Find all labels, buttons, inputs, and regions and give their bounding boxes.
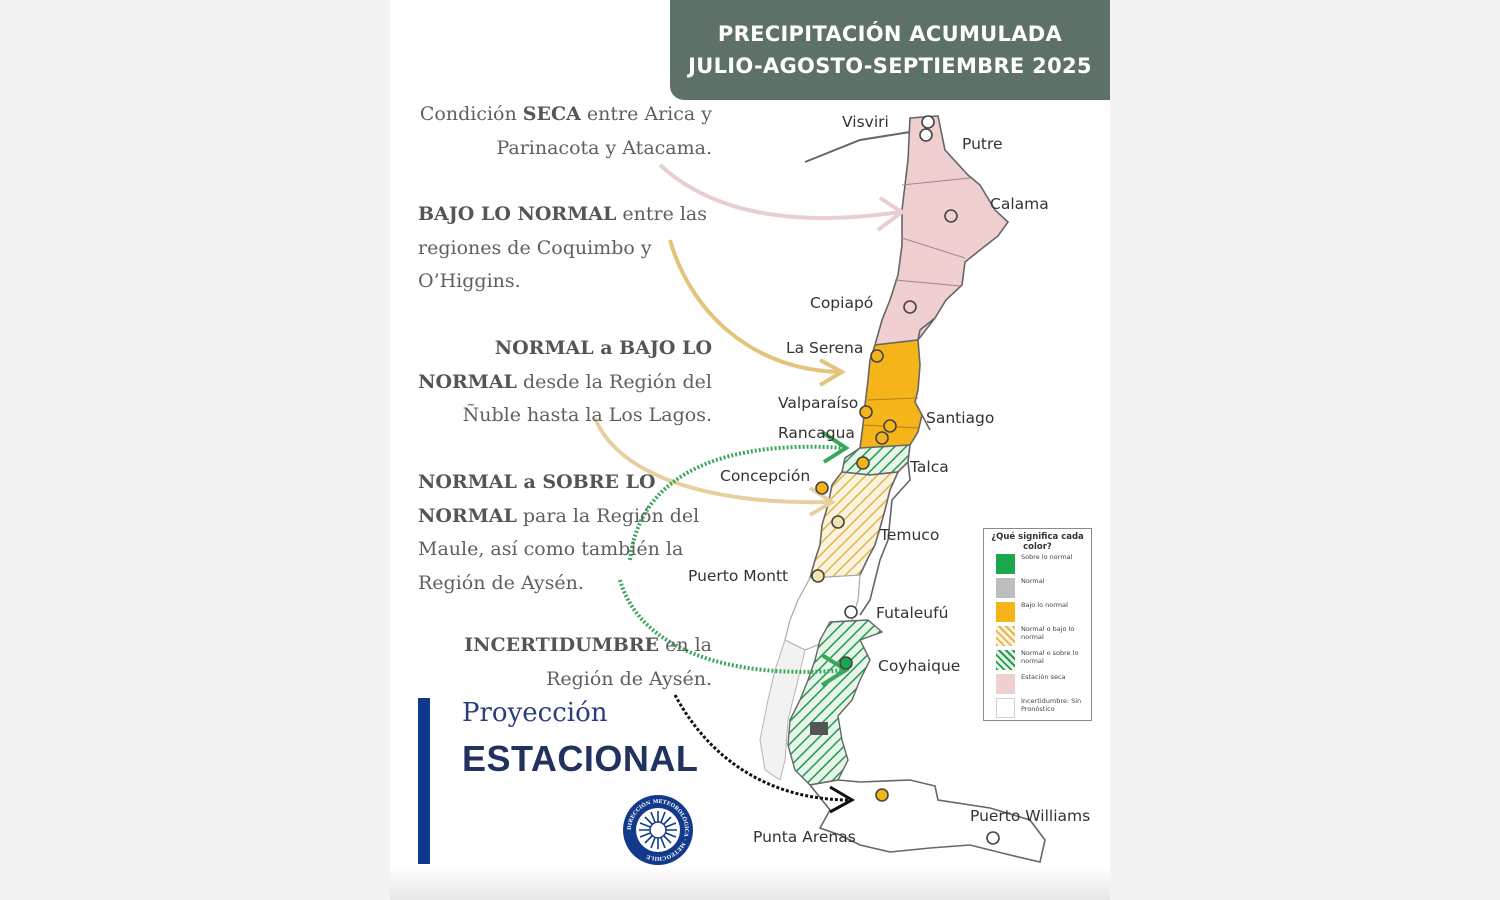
marker-temuco [832, 516, 844, 528]
label-puerto-williams: Puerto Williams [970, 807, 1091, 825]
note-normal-above-line-4: Región de Aysén. [418, 571, 584, 594]
legend-swatch [996, 578, 1015, 598]
note-uncertain [410, 629, 712, 696]
legend-rows [984, 554, 1091, 720]
marker-rancagua [876, 432, 888, 444]
note-normal-below-line-2 [410, 366, 712, 400]
label-santiago: Santiago [926, 409, 995, 427]
marker-coyhaique [840, 657, 852, 669]
note-uncertain-line-1 [410, 629, 712, 663]
marker-la-serena [871, 350, 883, 362]
label-puerto-montt: Puerto Montt [688, 567, 789, 585]
legend-label: Normal o bajo lo normal [1021, 625, 1075, 641]
projection-subtitle: Proyección [462, 698, 608, 728]
note-normal-below [410, 332, 712, 433]
map-legend [983, 528, 1092, 721]
note-dry-rest: entre Arica y [580, 103, 712, 125]
legend-swatch [996, 650, 1015, 670]
note-dry-pre: Condición [419, 103, 523, 125]
note-uncertain-rest: en la [659, 634, 712, 656]
infographic-card [390, 0, 1110, 900]
legend-item-normal-or-above [996, 650, 1091, 672]
note-normal-above-line-2 [418, 500, 718, 534]
legend-label: Bajo lo normal [1021, 601, 1068, 609]
marker-futaleufu [845, 606, 857, 618]
note-normal-above-bold-2: NORMAL [418, 504, 517, 527]
note-dry-line-1 [410, 98, 712, 132]
legend-item-normal-or-below [996, 626, 1091, 648]
note-below-bold: BAJO LO NORMAL [418, 203, 617, 225]
projection-accent-bar [418, 698, 430, 864]
marker-calama [945, 210, 957, 222]
label-talca: Talca [910, 458, 949, 476]
legend-label: Incertidumbre: Sin Pronóstico [1021, 697, 1082, 713]
note-normal-below-line-1 [410, 332, 712, 366]
region-maule-hatched-green [842, 445, 910, 475]
svg-text:DIRECCIÓN METEOROLÓGICA · METE: DIRECCIÓN METEOROLÓGICA · METEOCHILE [626, 798, 690, 862]
note-normal-above-rest: para la Región del [516, 504, 700, 527]
marker-putre [920, 129, 932, 141]
label-futaleufu: Futaleufú [876, 604, 949, 622]
legend-swatch [996, 554, 1015, 574]
legend-item-uncertain [996, 698, 1091, 720]
note-uncertain-line-2: Región de Aysén. [546, 667, 712, 690]
note-normal-below-bold-1: NORMAL a BAJO LO [494, 337, 712, 359]
label-valparaiso: Valparaíso [778, 394, 859, 412]
marker-copiapo [904, 301, 916, 313]
legend-swatch [996, 626, 1015, 646]
legend-label: Estación seca [1021, 673, 1066, 681]
marker-punta-arenas [876, 789, 888, 801]
note-dry-bold: SECA [522, 103, 581, 125]
label-concepcion: Concepción [720, 467, 811, 485]
legend-item-above-normal [996, 554, 1091, 576]
ice-field-marker [810, 722, 828, 735]
note-normal-below-bold-2: NORMAL [418, 370, 517, 393]
note-dry-line-2: Parinacota y Atacama. [496, 136, 712, 159]
label-coyhaique: Coyhaique [878, 657, 961, 675]
label-la-serena: La Serena [786, 339, 864, 357]
label-punta-arenas: Punta Arenas [753, 828, 856, 846]
label-calama: Calama [990, 195, 1049, 213]
legend-swatch [996, 674, 1015, 694]
note-below-rest: entre las [616, 203, 708, 225]
note-dry [410, 98, 712, 165]
marker-visviri [922, 116, 934, 128]
marker-santiago [884, 420, 896, 432]
note-normal-above-line-1 [418, 466, 718, 500]
legend-item-below-normal [996, 602, 1091, 624]
projection-title: ESTACIONAL [462, 738, 699, 779]
legend-item-dry-season [996, 674, 1091, 696]
note-normal-above [418, 466, 718, 600]
label-visviri: Visviri [842, 113, 889, 131]
title-banner [670, 0, 1110, 100]
marker-puerto-williams [987, 832, 999, 844]
label-rancagua: Rancagua [778, 424, 855, 442]
marker-puerto-montt [812, 570, 824, 582]
legend-label: Sobre lo normal [1021, 553, 1073, 561]
marker-talca [857, 457, 869, 469]
legend-title: ¿Qué significa cada color? [991, 532, 1084, 552]
note-below-line-2: regiones de Coquimbo y [418, 236, 652, 259]
note-normal-above-line-3: Maule, así como también la [418, 538, 684, 560]
meteochile-logo [622, 794, 694, 866]
note-normal-above-bold-1: NORMAL a SOBRE LO [418, 471, 656, 493]
title-line-1: PRECIPITACIÓN ACUMULADA [717, 22, 1063, 46]
note-normal-below-rest: desde la Región del [516, 370, 712, 393]
bottom-fade [390, 868, 1110, 900]
note-below-line-3: O’Higgins. [418, 270, 521, 292]
legend-label: Normal o sobre lo normal [1021, 649, 1079, 665]
note-normal-below-line-3: Ñuble hasta la Los Lagos. [462, 404, 712, 426]
marker-concepcion [816, 482, 828, 494]
title-line-2: JULIO-AGOSTO-SEPTIEMBRE 2025 [688, 54, 1092, 78]
note-uncertain-bold: INCERTIDUMBRE [464, 634, 660, 656]
legend-item-normal [996, 578, 1091, 600]
label-putre: Putre [962, 135, 1003, 153]
label-temuco: Temuco [880, 526, 940, 544]
legend-swatch [996, 698, 1015, 718]
note-below [418, 198, 718, 299]
marker-valparaiso [860, 406, 872, 418]
legend-swatch [996, 602, 1015, 622]
label-copiapo: Copiapó [810, 294, 874, 312]
legend-label: Normal [1021, 577, 1045, 585]
note-below-line-1 [418, 198, 718, 232]
